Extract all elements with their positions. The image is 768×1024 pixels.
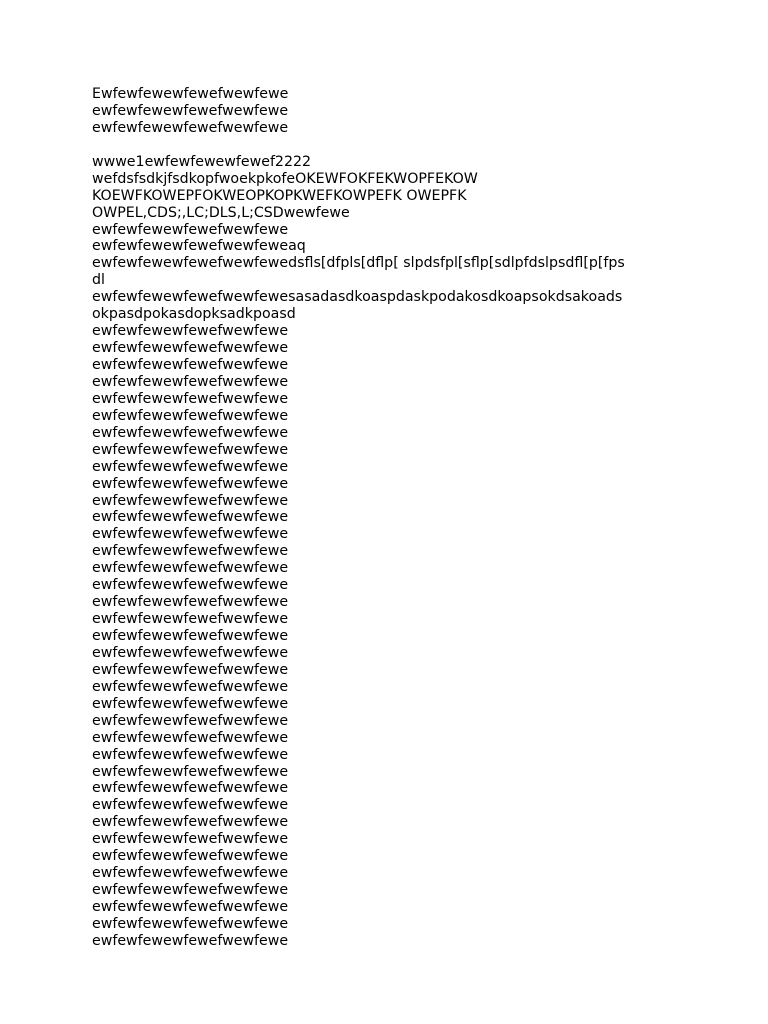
text-line: KOEWFKOWEPFOKWEOPKOPKWEFKOWPEFK OWEPFK xyxy=(92,187,467,204)
text-line: ewfewfewewfewefwewfewe xyxy=(92,509,289,526)
text-line: ewfewfewewfewefwewfewe xyxy=(92,492,289,509)
text-line: ewfewfewewfewefwewfewe xyxy=(92,390,289,407)
text-line: ewfewfewewfewefwewfewe xyxy=(92,611,289,628)
text-line: ewfewfewewfewefwewfewe xyxy=(92,323,289,340)
text-line: ewfewfewewfewefwewfewe xyxy=(92,712,289,729)
text-line: ewfewfewewfewefwewfewe xyxy=(92,797,289,814)
text-line: ewfewfewewfewefwewfewe xyxy=(92,119,289,136)
text-line: ewfewfewewfewefwewfewe xyxy=(92,221,289,238)
document-body xyxy=(92,86,682,950)
text-line: ewfewfewewfewefwewfewe xyxy=(92,424,289,441)
text-line: ewfewfewewfewefwewfewe xyxy=(92,458,289,475)
text-line: ewfewfewewfewefwewfewe xyxy=(92,543,289,560)
text-line: ewfewfewewfewefwewfewe xyxy=(92,577,289,594)
text-line: ewfewfewewfewefwewfewe xyxy=(92,678,289,695)
text-line: ewfewfewewfewefwewfewe xyxy=(92,407,289,424)
text-line: ewfewfewewfewefwewfewe xyxy=(92,746,289,763)
text-line: ewfewfewewfewefwewfewe xyxy=(92,661,289,678)
blank-line xyxy=(92,137,682,154)
text-line: Ewfewfewewfewefwewfewe xyxy=(92,86,289,102)
text-line: ewfewfewewfewefwewfewe xyxy=(92,373,289,390)
text-line: ewfewfewewfewefwewfewe xyxy=(92,475,289,492)
text-line: ewfewfewewfewefwewfewe xyxy=(92,102,289,119)
text-line: ewfewfewewfewefwewfewe xyxy=(92,865,289,882)
text-line: ewfewfewewfewefwewfewe xyxy=(92,814,289,831)
text-line: ewfewfewewfewefwewfewe xyxy=(92,915,289,932)
text-line: ewfewfewewfewefwewfewe xyxy=(92,644,289,661)
text-line: ewfewfewewfewefwewfewe xyxy=(92,526,289,543)
text-line: okpasdpokasdopksadkpoasd xyxy=(92,306,296,323)
text-line: ewfewfewewfewefwewfewe xyxy=(92,882,289,899)
text-line: ewfewfewewfewefwewfewe xyxy=(92,932,289,949)
text-line: ewfewfewewfewefwewfewesasadasdkoaspdaskpodakosdkoapsokdsakoads xyxy=(92,289,623,306)
text-line: ewfewfewewfewefwewfewe xyxy=(92,848,289,865)
text-line: ewfewfewewfewefwewfewe xyxy=(92,831,289,848)
text-line: OWPEL,CDS;,LC;DLS,L;CSDwewfewe xyxy=(92,204,350,221)
text-line: ewfewfewewfewefwewfewe xyxy=(92,695,289,712)
text-line: ewfewfewewfewefwewfewedsfls[dfpls[dflp[ slpdsfpl[sflp[sdlpfdslpsdfl[p[fps xyxy=(92,255,625,272)
text-line: ewfewfewewfewefwewfewe xyxy=(92,594,289,611)
text-line: ewfewfewewfewefwewfewe xyxy=(92,780,289,797)
text-line: ewfewfewewfewefwewfewe xyxy=(92,763,289,780)
text-line: ewfewfewewfewefwewfewe xyxy=(92,441,289,458)
text-line: wwwe1ewfewfewewfewef2222 xyxy=(92,153,312,170)
text-line: ewfewfewewfewefwewfewe xyxy=(92,628,289,644)
text-line: ewfewfewewfewefwewfewe xyxy=(92,560,289,577)
text-line: dl xyxy=(92,272,105,289)
text-line: ewfewfewewfewefwewfewe xyxy=(92,340,289,357)
text-line: ewfewfewewfewefwewfewe xyxy=(92,729,289,746)
text-line: wefdsfsdkjfsdkopfwoekpkofeOKEWFOKFEKWOPFEKOW xyxy=(92,170,478,187)
text-line: ewfewfewewfewefwewfewe xyxy=(92,357,289,373)
text-line: ewfewfewewfewefwewfewe xyxy=(92,899,289,915)
text-line: ewfewfewewfewefwewfeweaq xyxy=(92,238,306,255)
